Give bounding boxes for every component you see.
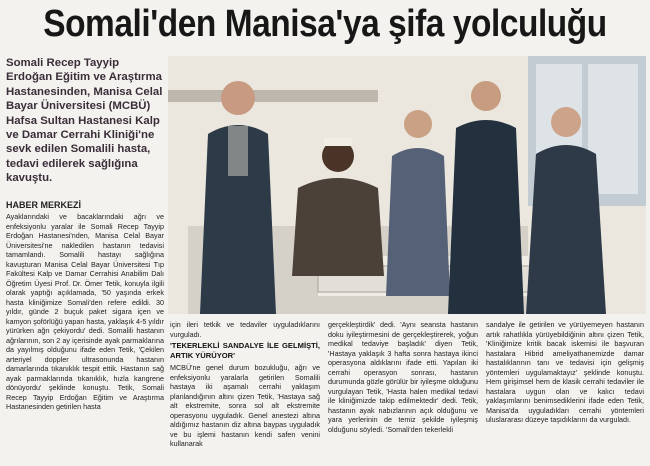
column-2-text-a: için ileri tetkik ve tedaviler uyguladıklarını vurguladı. xyxy=(170,320,320,339)
article-column-4 xyxy=(486,320,644,425)
column-1-text: Ayaklarındaki ve bacaklarındaki ağrı ve enfeksiyonlu yaralar ile Somali Recep Tayyip Erdoğan Hastanesi'nden, Manisa Celal Bayar Üniversitesi'ne nakledilen hastanın tedavisi tamamlandı. Somalili hastayı sağlığına kavuşturan Manisa Celal Bayar Üniversitesi Tıp Fakültesi Kalp ve Damar Cerrahisi Anabilim Dalı Öğretim Üyesi Prof. Dr. Ömer Tetik, konuyla ilgili olarak yaptığı açıklamada, '50 yaşında erkek hasta kliniğimize Somali'den refere edildi. 30 yıldır, günde 2 buçuk paket sigara içen ve kamyon şoförlüğü yapan hasta, yaklaşık 4-5 yıldır yürürken ağrı çekiyordu' dedi. Somalili hastanın ağrılarının, son 2 ay içerisinde ayak parmaklarına da yayılmış olduğunu ifade eden Tetik, 'Çekilen arteriyel doppler ultrasonunda hastanın damarlarında tıkanıklık tespit ettik. Hastanın sağ ayak parmaklarında tıkanıklık, hızla kangrene dönüyordu' şeklinde konuştu. Tetik, Somali Recep Tayyip Erdoğan Eğitim ve Araştırma Hastanesinden getirilen hasta xyxy=(6,212,164,411)
column-2-text-b: MCBÜ'ne genel durum bozukluğu, ağrı ve enfeksiyonlu yaralarla getirilen Somalili hastaya iki aşamalı cerrahi yaklaşım planlandığının altını çizen Tetik, 'Hastaya sağ alt ekstremite, sonra sol alt ekstremite operasyonu uyguladık. Genel anestezi altına aldığımız hastanın diz altına baypas uyguladık ve bu işlemi hastanın kendi safen venini kullanarak xyxy=(170,363,320,448)
article-column-1 xyxy=(6,212,164,412)
article-column-3 xyxy=(328,320,478,434)
byline: HABER MERKEZİ xyxy=(6,200,82,210)
article-photo xyxy=(168,56,646,314)
lead-paragraph: Somali Recep Tayyip Erdoğan Eğitim ve Araştırma Hastanesinden, Manisa Celal Bayar Üniversitesi (MCBÜ) Hafsa Sultan Hastanesi Kalp ve Damar Cerrahi Kliniği'ne sevk edilen Somalili hasta, tedavi edilerek sağlığına kavuştu. xyxy=(6,57,163,185)
headline: Somali'den Manisa'ya şifa yolculuğu xyxy=(43,3,607,45)
section-subheading: 'TEKERLEKLİ SANDALYE İLE GELMİŞTİ, ARTIK YÜRÜYOR' xyxy=(170,341,320,360)
column-3-text: gerçekleştirdik' dedi. 'Aynı seansta hastanın doku iyileştirmesini de gerçekleştirerek, yoğun medikal tedaviye başladık' diyen Tetik, 'Hastaya yaklaşık 3 hafta sonra hastaya ikinci operasyona aldıklarını ifade etti. Yapılan iki cerrahi operasyon sonrası, hastanın durumunda gözle görülür bir iyileşme olduğunu vurgulayan Tetik, 'Hasta halen medikal tedavi ile kliniğimizde takip edilmektedir' dedi. Tetik, hastanın ayak nabızlarının açık olduğunu ve yara yerlerinin de temiz şekilde iyileşmiş olduğunu söyledi. 'Somali'den tekerlekli xyxy=(328,320,478,434)
column-4-text: sandalye ile getirilen ve yürüyemeyen hastanın artık rahatlıkla yürüyebildiğinin altını çizen Tetik, 'Kliniğimize kritik bacak iskemisi ile başvuran hastalara Hibrid ameliyathanemizde damar hastalıklarının tanı ve tedavisi için gelişmiş yöntemleri uygulamaktayız' şeklinde konuştu. Hem girişimsel hem de klasik cerrahi tedaviler ile hastalara uygun olan ve kalıcı tedavi yaklaşımlarını benimsediklerini ifade eden Tetik, Manisa'da uyguladıkları cerrahi yöntemleri uluslararası düzeye taşıdıklarını da vurguladı. xyxy=(486,320,644,424)
group-photo-illustration xyxy=(168,56,646,314)
article-column-2 xyxy=(170,320,320,449)
